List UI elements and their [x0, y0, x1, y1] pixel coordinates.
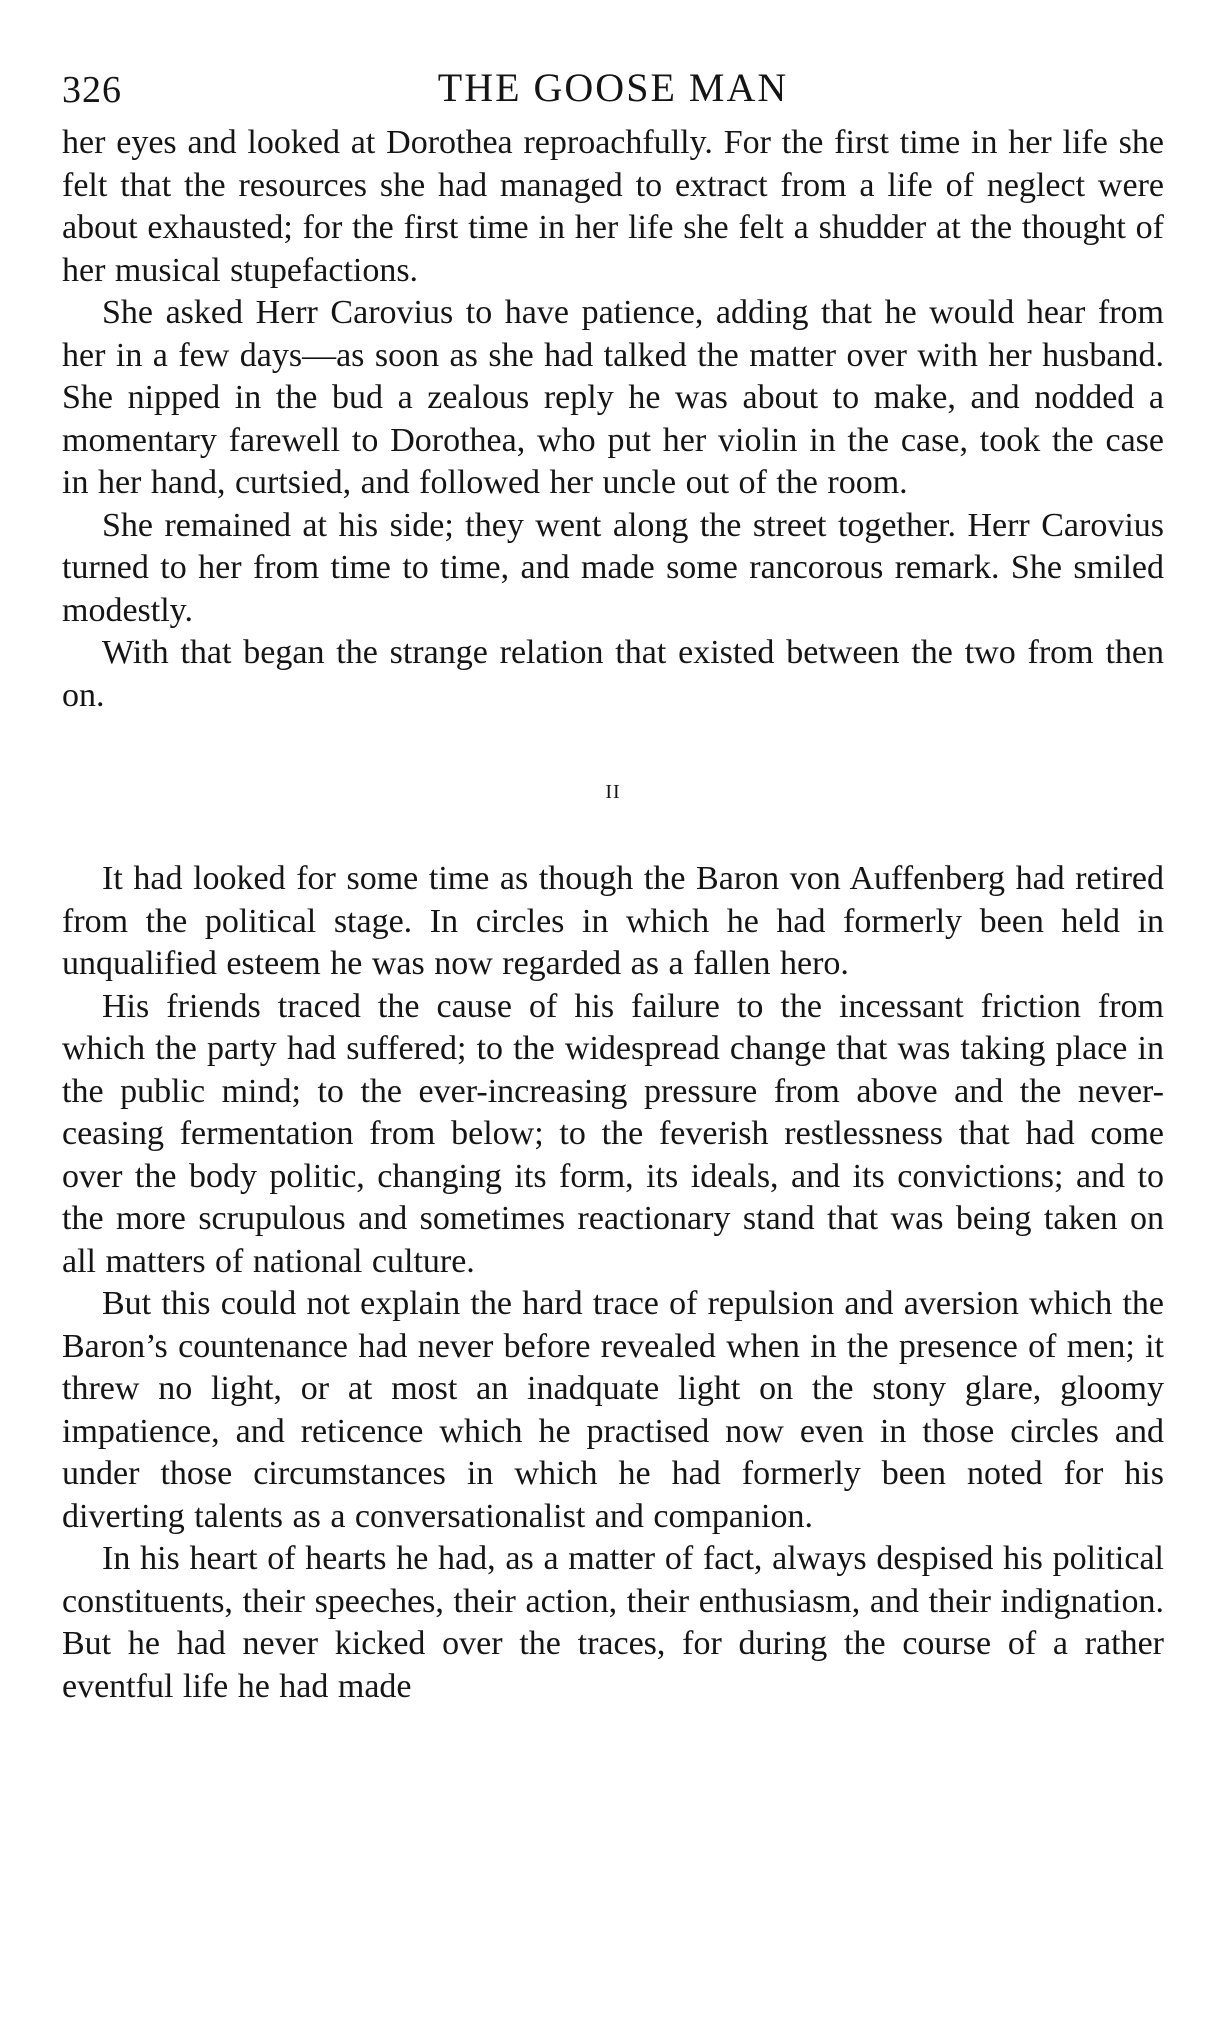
paragraph: With that began the strange relation that existed between the two from then on.	[62, 634, 1164, 714]
body-text	[62, 122, 1164, 1708]
paragraph: But this could not explain the hard trace of repulsion and aversion which the Baron’s countenance had never before revealed when in the presence of men; it threw no light, or at most an inadquate light on the stony glare, gloomy impatience, and reticence which he practised now even in those circles and under those circumstances in which he had formerly been noted for his diverting talents as a conversationalist and companion.	[62, 1285, 1164, 1535]
running-title: THE GOOSE MAN	[437, 65, 789, 110]
paragraph: She asked Herr Carovius to have patience, adding that he would hear from her in a few days—as soon as she had talked the matter over with her husband. She nipped in the bud a zealous reply he was about to make, and nodded a momentary farewell to Dorothea, who put her violin in the case, took the case in her hand, curtsied, and followed her uncle out of the room.	[62, 294, 1164, 501]
paragraph-continued: her eyes and looked at Dorothea reproachfully. For the first time in her life she felt that the resources she had managed to extract from a life of neglect were about exhausted; for the first time in her life she felt a shudder at the thought of her musical stupefactions.	[62, 124, 1164, 289]
paragraph: It had looked for some time as though the Baron von Auffenberg had retired from the political stage. In circles in which he had formerly been held in unqualified esteem he was now regarded as a fallen hero.	[62, 860, 1164, 982]
paragraph: His friends traced the cause of his failure to the incessant friction from which the party had suffered; to the widespread change that was taking place in the public mind; to the ever-increasing pressure from above and the never-ceasing fermentation from below; to the feverish restlessness that had come over the body politic, changing its form, its ideals, and its convictions; and to the more scrupulous and sometimes reactionary stand that was being taken on all matters of national culture.	[62, 987, 1164, 1280]
running-head	[62, 60, 1164, 122]
section-number: II	[605, 781, 621, 803]
paragraph: She remained at his side; they went along the street together. Herr Carovius turned to her from time to time, and made some rancorous remark. She smiled modestly.	[62, 506, 1164, 629]
book-page	[62, 60, 1164, 1708]
paragraph: In his heart of hearts he had, as a matter of fact, always despised his political constituents, their speeches, their action, their enthusiasm, and their indignation. But he had never kicked over the traces, for during the course of a rather eventful life he had made	[62, 1540, 1164, 1705]
page-number: 326	[62, 69, 122, 111]
